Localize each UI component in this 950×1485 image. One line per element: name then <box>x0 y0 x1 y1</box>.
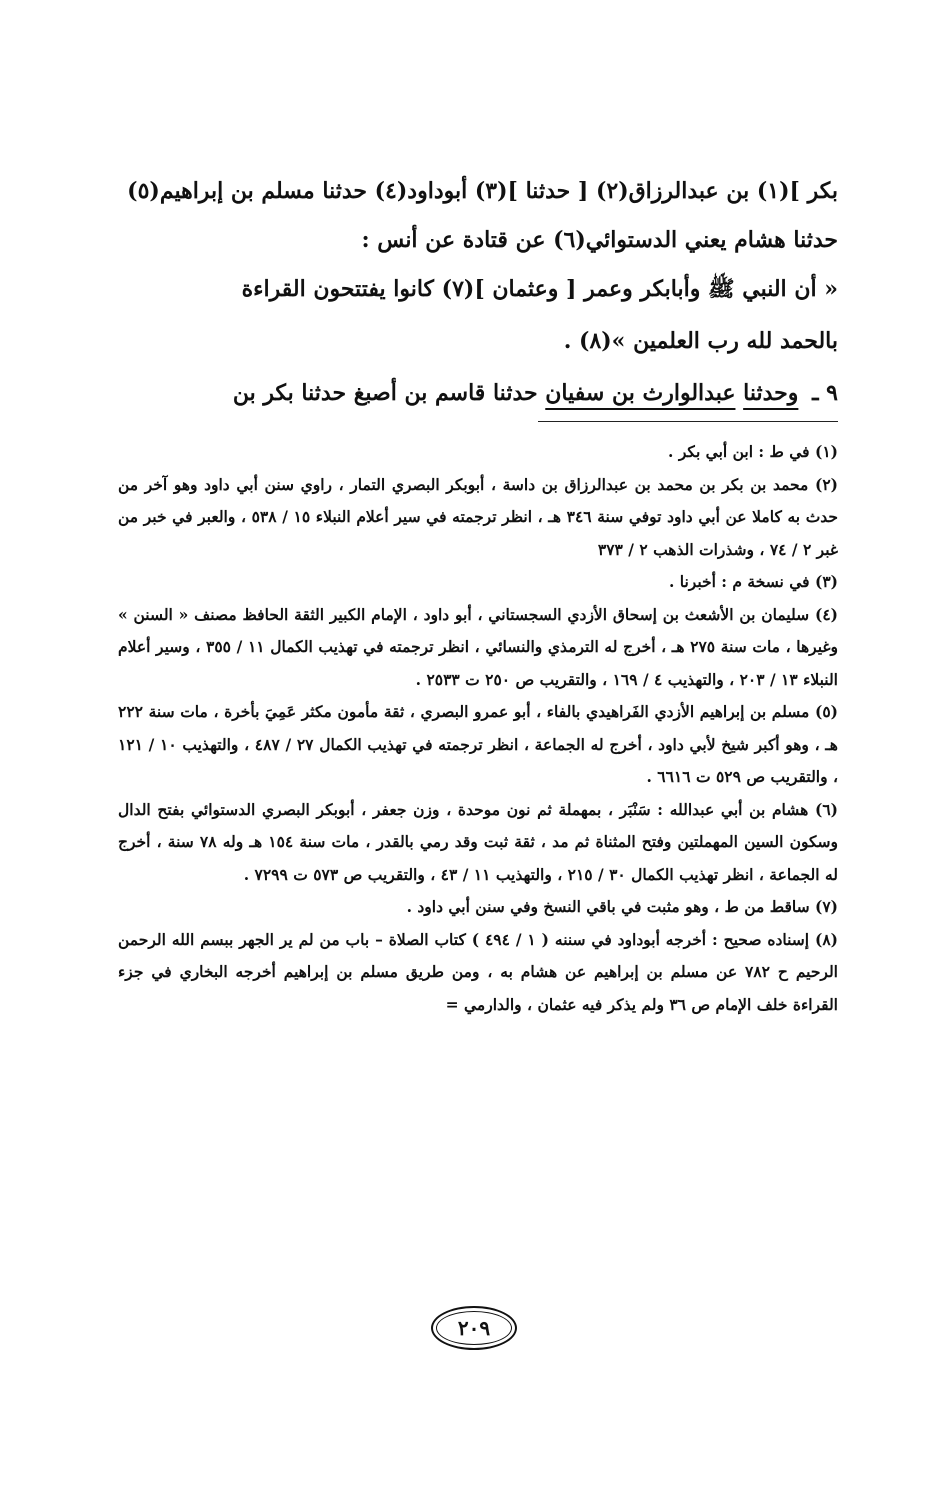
hadith-opening-word: وحدثنا <box>743 380 799 406</box>
main-text-line: بكر ](١) بن عبدالرزاق(٢) [ حدثنا ](٣) أبوداود(٤) حدثنا مسلم بن إبراهيم(٥) <box>127 178 838 204</box>
footnote: (٣) في نسخة م : أخبرنا . <box>668 572 838 591</box>
footnote: (٦) هشام بن أبي عبدالله : سَنْبَر ، بمهملة ثم نون موحدة ، وزن جعفر ، أبوبكر البصري الدستوائي بفتح الدال وسكون السين المهملتين وفتح المثناة ثم مد ، ثقة ثبت وقد رمي بالقدر ، مات سنة ١٥٤ هـ وله ٧٨ سنة ، أخرج له الجماعة ، انظر تهذيب الكمال ٣٠ / ٢١٥ ، والتهذيب ١١ / ٤٣ ، والتقريب ص ٥٧٣ ت ٧٢٩٩ . <box>118 799 838 884</box>
footnote: (٧) ساقط من ط ، وهو مثبت في باقي النسخ وفي سنن أبي داود . <box>406 897 838 916</box>
main-text-line: « أن النبي ﷺ وأبابكر وعمر [ وعثمان ](٧) كانوا يفتتحون القراءة <box>241 276 838 302</box>
hadith-number: ٩ ـ <box>812 380 838 406</box>
page-number <box>431 1306 517 1350</box>
page-number-text: ٢٠٩ <box>457 1316 491 1340</box>
footnote: (٢) محمد بن بكر بن محمد بن عبدالرزاق بن داسة ، أبوبكر البصري التمار ، راوي سنن أبي داود وهو آخر من حدث به كاملا عن أبي داود توفي سنة ٣٤٦ هـ ، انظر ترجمته في سير أعلام النبلاء ١٥ / ٥٣٨ ، والعبر في خبر من غبر ٢ / ٧٤ ، وشذرات الذهب ٢ / ٣٧٣ <box>118 474 839 559</box>
footnote: (٤) سليمان بن الأشعث بن إسحاق الأزدي السجستاني ، أبو داود ، الإمام الكبير الثقة الحافظ مصنف « السنن » وغيرها ، مات سنة ٢٧٥ هـ ، أخرج له الترمذي والنسائي ، انظر ترجمته في تهذيب الكمال ١١ / ٣٥٥ ، وسير أعلام النبلاء ١٣ / ٢٠٣ ، والتهذيب ٤ / ١٦٩ ، والتقريب ص ٢٥٠ ت ٢٥٣٣ . <box>118 604 838 689</box>
hadith-underlined-narrator: عبدالوارث بن سفيان <box>545 380 736 406</box>
footnote: (٨) إسناده صحيح : أخرجه أبوداود في سننه ( ١ / ٤٩٤ ) كتاب الصلاة – باب من لم ير الجهر ببسم الله الرحمن الرحيم ح ٧٨٢ عن مسلم بن إبراهيم عن هشام به ، ومن طريق مسلم بن إبراهيم أخرجه البخاري في جزء القراءة خلف الإمام ص ٣٦ ولم يذكر فيه عثمان ، والدارمي = <box>118 929 838 1014</box>
hadith-chain-rest: حدثنا قاسم بن أصبغ حدثنا بكر بن <box>232 380 546 406</box>
main-text <box>118 165 838 419</box>
main-text-line: حدثنا هشام يعني الدستوائي(٦) عن قتادة عن أنس : <box>361 227 838 253</box>
footnote-divider <box>538 421 838 422</box>
footnote: (٥) مسلم بن إبراهيم الأزدي الفَراهيدي بالفاء ، أبو عمرو البصري ، ثقة مأمون مكثر عَمِيَ بأخرة ، مات سنة ٢٢٢ هـ ، وهو أكبر شيخ لأبي داود ، أخرج له الجماعة ، انظر ترجمته في تهذيب الكمال ٢٧ / ٤٨٧ ، والتهذيب ١٠ / ١٢١ ، والتقريب ص ٥٢٩ ت ٦٦١٦ . <box>118 702 838 786</box>
page-body <box>118 165 838 1021</box>
footnote: (١) في ط : ابن أبي بكر . <box>668 442 838 461</box>
hadith-9-heading <box>118 367 838 419</box>
main-text-line: بالحمد لله رب العلمين »(٨) . <box>563 328 838 354</box>
footnotes <box>118 436 838 1021</box>
